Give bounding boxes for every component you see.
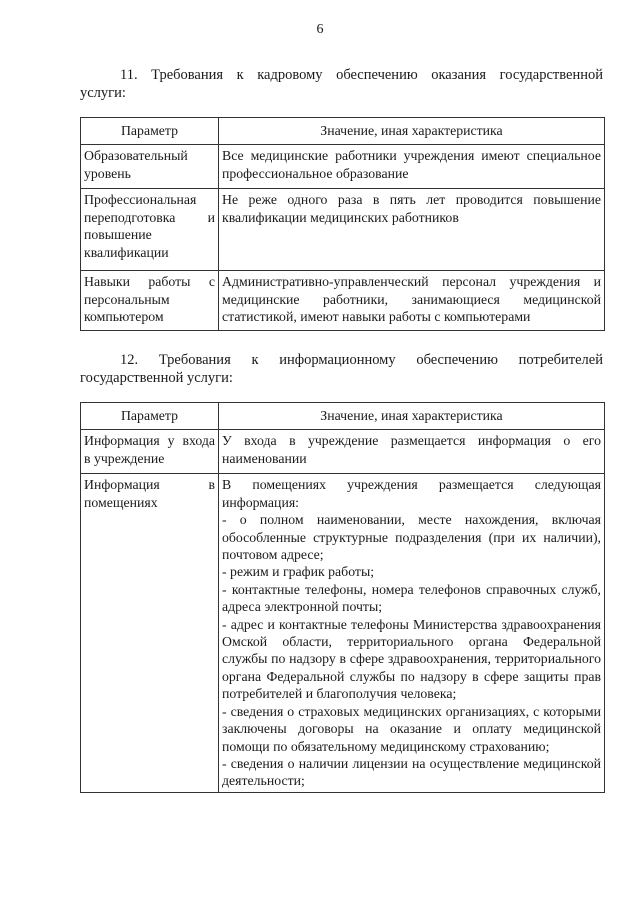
staffing-requirements-table [80, 117, 605, 331]
list-item: - сведения о страховых медицинских организациях, с которыми заключены договоры на оказание и оплату медицинской помощи по обязательному медицинскому страхованию; [222, 703, 601, 754]
parameter-cell: Навыки работы с персональным компьютером [81, 271, 219, 331]
list-item: - контактные телефоны, номера телефонов справочных служб, адреса электронной почты; [222, 581, 601, 615]
table-row [81, 189, 605, 271]
value-cell: У входа в учреждение размещается информация о его наименовании [219, 430, 605, 474]
parameter-cell: Информация у входа в учреждение [81, 430, 219, 474]
column-header-parameter: Параметр [81, 403, 219, 430]
value-intro: В помещениях учреждения размещается следующая информация: [222, 477, 601, 510]
information-requirements-table [80, 402, 605, 793]
column-header-value: Значение, иная характеристика [219, 118, 605, 145]
column-header-value: Значение, иная характеристика [219, 403, 605, 430]
list-item: - о полном наименовании, месте нахождения, включая обособленные структурные подразделения (при их наличии), почтовом адресе; [222, 512, 601, 563]
value-cell: Не реже одного раза в пять лет проводится повышение квалификации медицинских работников [219, 189, 605, 271]
value-cell: Административно-управленческий персонал учреждения и медицинские работники, занимающиеся медицинской статистикой, имеют навыки работы с компьютерами [219, 271, 605, 331]
parameter-cell: Профессиональная переподготовка и повышение квалификации [81, 189, 219, 271]
parameter-cell: Образовательный уровень [81, 145, 219, 189]
section-12-heading-line1: 12. Требования к информационному обеспечению потребителей [120, 352, 603, 368]
section-11-heading-line1: 11. Требования к кадровому обеспечению оказания государственной [120, 67, 603, 83]
table-header-row [81, 403, 605, 430]
table-header-row [81, 118, 605, 145]
value-cell: Все медицинские работники учреждения имеют специальное профессиональное образование [219, 145, 605, 189]
table-row [81, 271, 605, 331]
column-header-parameter: Параметр [81, 118, 219, 145]
section-12-heading [80, 351, 603, 387]
value-cell [219, 474, 605, 792]
section-11-heading [80, 66, 603, 102]
list-item: - режим и график работы; [222, 564, 375, 580]
section-11-heading-line2: услуги: [80, 85, 126, 101]
table-row [81, 430, 605, 474]
list-item: - адрес и контактные телефоны Министерства здравоохранения Омской области, территориального органа Федеральной службы по надзору в сфере здравоохранения, территориального органа Федеральной службы по надзору в сфере защиты прав потребителей и благополучия человека; [222, 616, 601, 702]
table-row [81, 145, 605, 189]
table-row [81, 474, 605, 792]
list-item: - сведения о наличии лицензии на осуществление медицинской деятельности; [222, 755, 601, 789]
page-number: 6 [316, 22, 324, 37]
section-12-heading-line2: государственной услуги: [80, 370, 233, 386]
parameter-cell: Информация в помещениях [81, 474, 219, 792]
